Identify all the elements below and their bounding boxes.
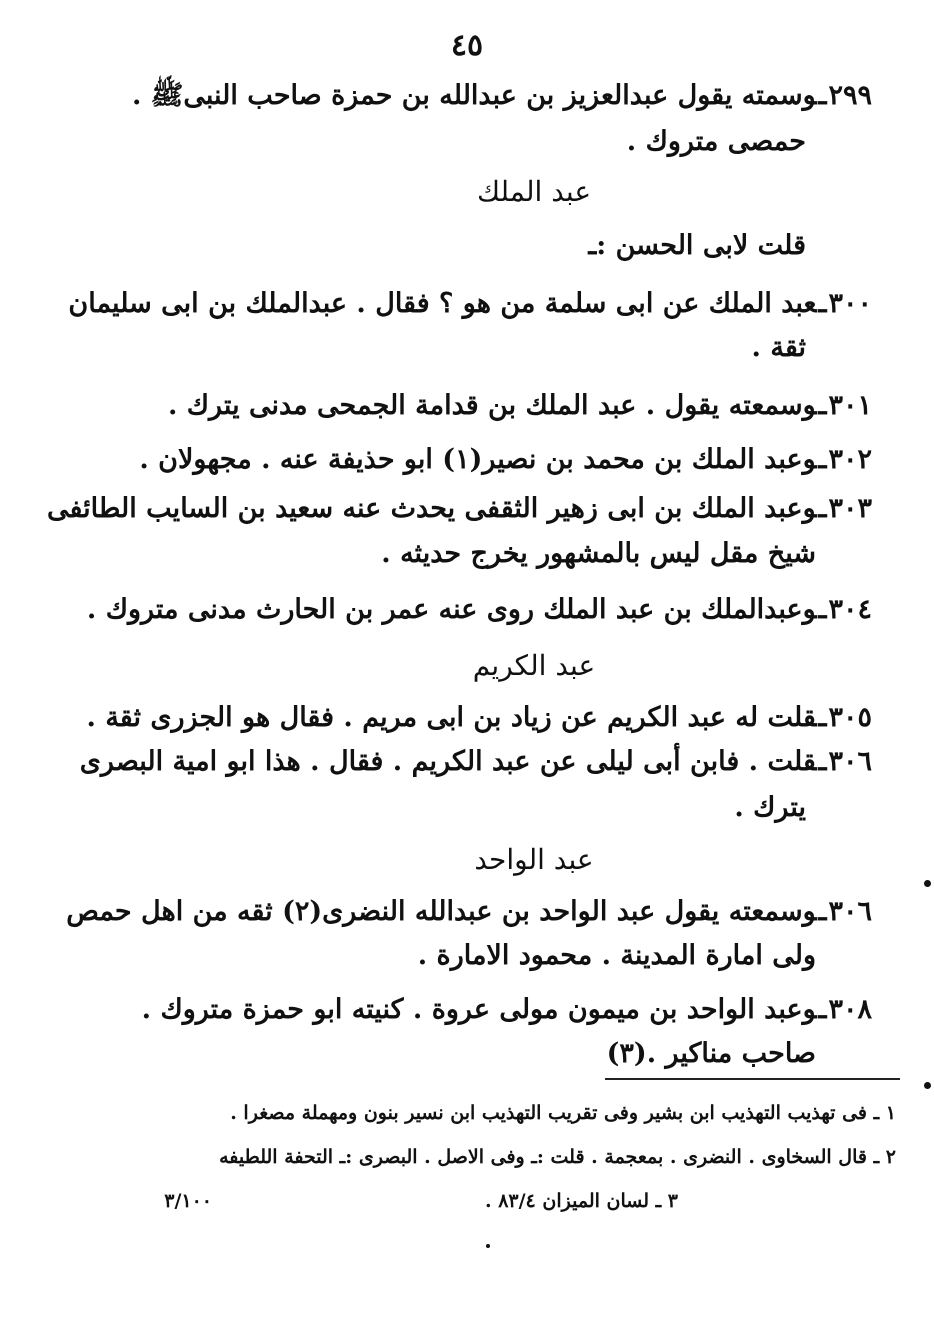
entry-number: ٣٠٢ [828,444,872,475]
entry-302 [139,446,872,473]
entry-number: ٣٠٠ [828,288,872,319]
footnote-3-reference: ٣ ـ لسان الميزان ٨٣/٤ . [484,1190,678,1212]
entry-306b-continuation: ولى امارة المدينة . محمود الامارة . [417,940,816,971]
entry-306a [80,748,872,775]
entry-number: ٣٠١ [828,390,872,421]
entry-308-continuation: صاحب مناكير .(٣) [606,1038,816,1069]
entry-number: ٢٩٩ [828,80,872,111]
entry-300-continuation: ثقة . [751,332,806,363]
entry-text: وعبدالملك بن عبد الملك روى عنه عمر بن الحارث مدنى متروك . [86,594,817,625]
scan-speck [486,1244,490,1248]
entry-text: قلت له عبد الكريم عن زياد بن ابى مريم . فقال هو الجزرى ثقة . [86,702,817,733]
entry-separator: ـ [818,493,827,524]
entry-separator: ـ [818,390,827,421]
entry-separator: ـ [818,288,827,319]
entry-separator: ـ [818,444,827,475]
entry-text: وسمعته يقول عبد الواحد بن عبدالله النضرى(٢) ثقه من اهل حمص [66,896,817,927]
section-heading-abd-al-malik: عبد الملك [476,175,592,208]
section-heading-abd-al-karim: عبد الكريم [472,649,596,682]
section-heading-abd-al-wahid: عبد الواحد [474,843,594,876]
entry-303-continuation: شيخ مقل ليس بالمشهور يخرج حديثه . [381,538,816,569]
entry-separator: ـ [818,594,827,625]
intro-line: قلت لابى الحسن :ـ [588,230,806,261]
entry-separator: ـ [818,994,827,1025]
entry-299-continuation: حمصى متروك . [626,126,806,157]
footnote-separator-rule [605,1078,900,1080]
entry-text: وسمعته يقول . عبد الملك بن قدامة الجمحى مدنى يترك . [167,390,817,421]
entry-305 [87,704,872,731]
entry-301 [168,392,872,419]
entry-308 [142,996,872,1023]
scan-speck [924,880,931,887]
entry-304 [87,596,872,623]
entry-separator: ـ [818,746,827,777]
entry-separator: ـ [818,80,827,111]
footnote-1: ١ ـ فى تهذيب التهذيب ابن بشير وفى تقريب التهذيب ابن نسير بنون ومهملة مصغرا . [230,1102,896,1124]
entry-number: ٣٠٣ [828,493,872,524]
page-number: ٤٥ [450,28,484,63]
entry-text: عبد الملك عن ابى سلمة من هو ؟ فقال . عبدالملك بن ابى سليمان [68,288,817,319]
entry-text: وسمته يقول عبدالعزيز بن عبدالله بن حمزة صاحب النبىﷺ . [131,80,817,111]
footnote-2-page-ref: ٣/١٠٠ [164,1190,212,1212]
entry-separator: ـ [818,702,827,733]
entry-separator: ـ [818,896,827,927]
entry-text: وعبد الملك بن محمد بن نصير(١) ابو حذيفة عنه . مجهولان . [139,444,817,475]
entry-300 [68,290,872,317]
scan-speck [924,1082,931,1089]
entry-text: وعبد الواحد بن ميمون مولى عروة . كنيته ابو حمزة متروك . [141,994,817,1025]
entry-number: ٣٠٦ [828,896,872,927]
footnote-2: ٢ ـ قال السخاوى . النضرى . بمعجمة . قلت :ـ وفى الاصل . البصرى :ـ التحفة اللطيفه [219,1146,896,1168]
entry-text: وعبد الملك بن ابى زهير الثقفى يحدث عنه سعيد بن السايب الطائفى [46,493,817,524]
entry-number: ٣٠٤ [828,594,872,625]
entry-text: قلت . فابن أبى ليلى عن عبد الكريم . فقال . هذا ابو امية البصرى [79,746,817,777]
entry-number: ٣٠٦ [828,746,872,777]
entry-306a-continuation: يترك . [734,792,806,823]
entry-number: ٣٠٨ [828,994,872,1025]
entry-306b [66,898,872,925]
entry-303 [47,495,872,522]
entry-299 [132,82,872,109]
entry-number: ٣٠٥ [828,702,872,733]
